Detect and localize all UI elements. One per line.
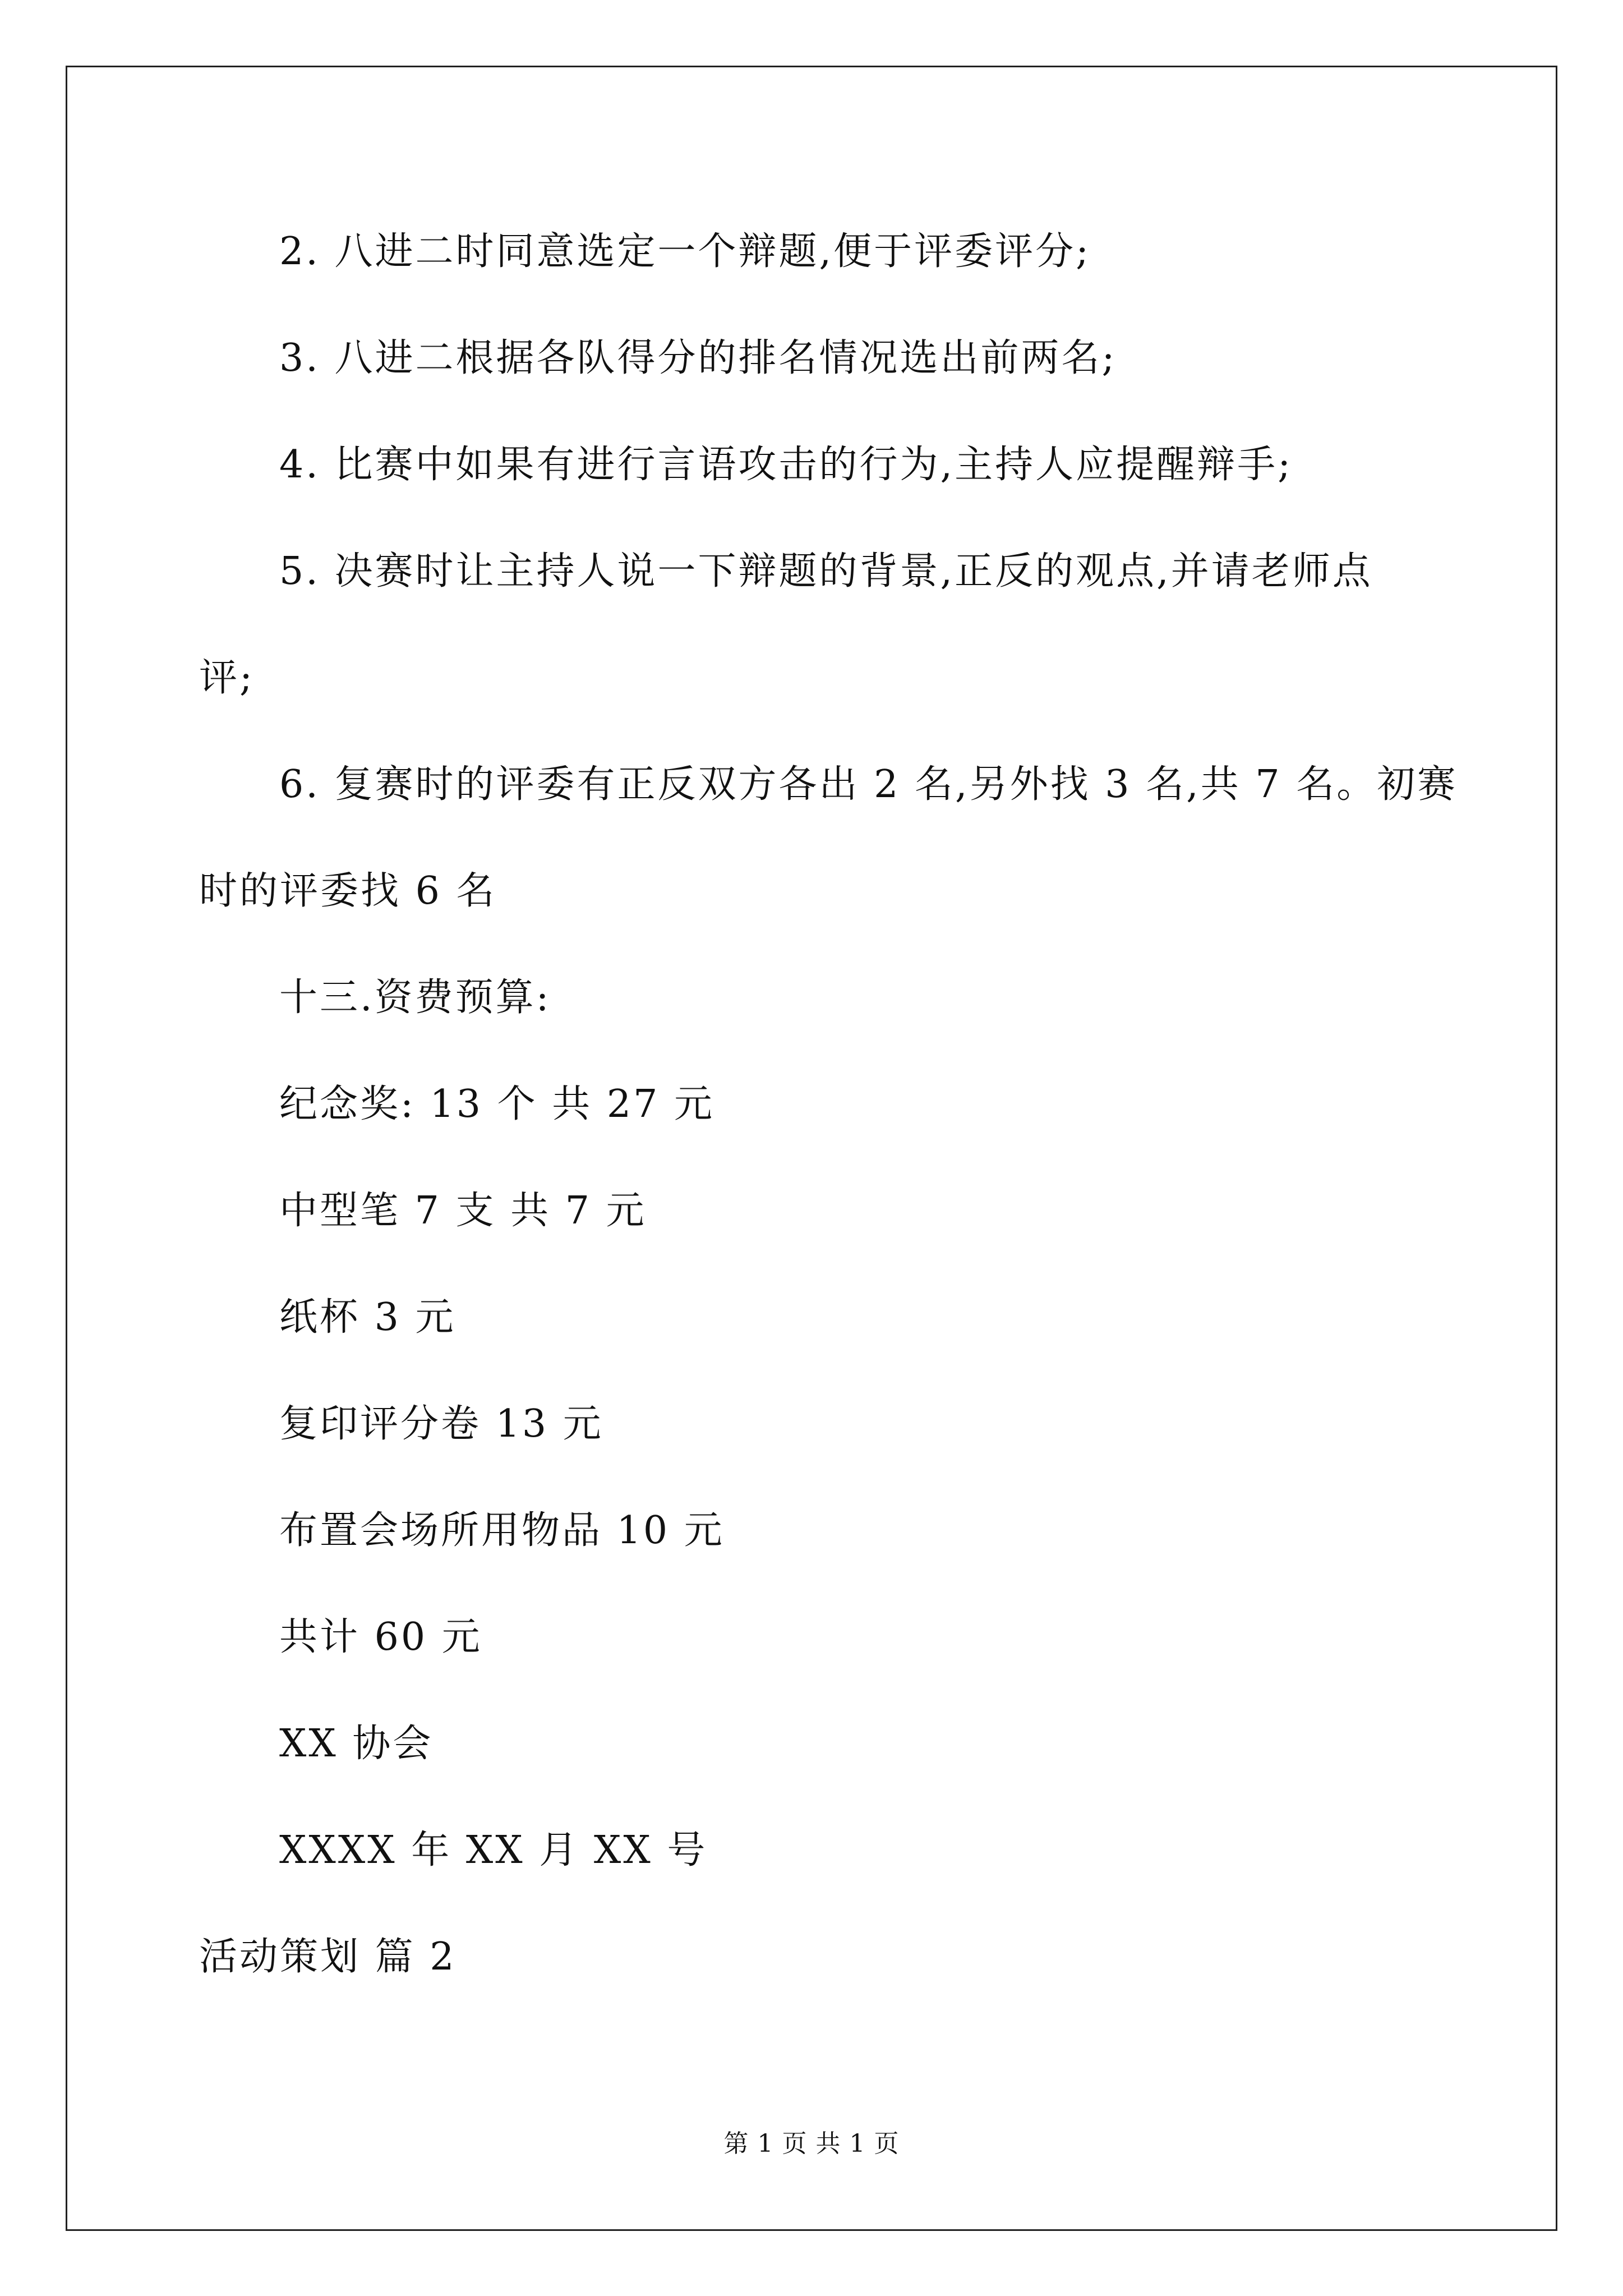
rule-item-5-continued: 评; — [199, 656, 255, 700]
budget-row-souvenir: 纪念奖: 13 个 共 27 元 — [279, 1082, 715, 1126]
page-footer: 第 1 页 共 1 页 — [723, 2129, 900, 2158]
rule-item-6: 6. 复赛时的评委有正反双方各出 2 名,另外找 3 名,共 7 名。初赛 — [279, 762, 1458, 807]
budget-row-venue: 布置会场所用物品 10 元 — [279, 1508, 725, 1553]
rule-item-6-continued: 时的评委找 6 名 — [199, 869, 497, 913]
rule-item-4: 4. 比赛中如果有进行言语攻击的行为,主持人应提醒辩手; — [279, 443, 1293, 487]
budget-row-cups: 纸杯 3 元 — [279, 1295, 456, 1340]
rule-item-3: 3. 八进二根据各队得分的排名情况选出前两名; — [279, 336, 1117, 380]
budget-total: 共计 60 元 — [279, 1615, 482, 1659]
signature-date: XXXX 年 XX 月 XX 号 — [279, 1828, 708, 1872]
page-border — [66, 66, 1557, 2231]
signature-org: XX 协会 — [279, 1722, 434, 1766]
budget-row-copies: 复印评分卷 13 元 — [279, 1402, 603, 1446]
budget-row-pens: 中型笔 7 支 共 7 元 — [279, 1189, 647, 1233]
next-section-title: 活动策划 篇 2 — [199, 1935, 457, 1979]
rule-item-2: 2. 八进二时同意选定一个辩题,便于评委评分; — [279, 229, 1091, 274]
rule-item-5: 5. 决赛时让主持人说一下辩题的背景,正反的观点,并请老师点 — [279, 549, 1373, 593]
budget-heading: 十三.资费预算: — [279, 976, 551, 1020]
